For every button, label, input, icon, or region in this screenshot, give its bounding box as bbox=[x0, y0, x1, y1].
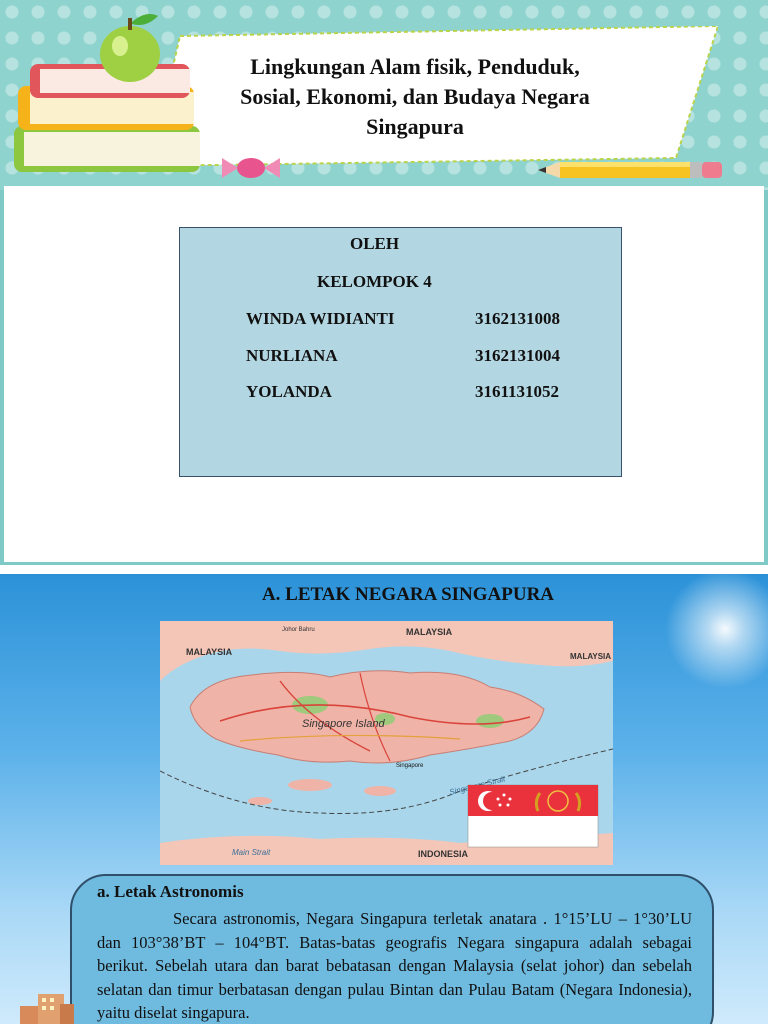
map-label-malaysia: MALAYSIA bbox=[570, 652, 612, 661]
map-label-city: Singapore bbox=[396, 763, 424, 769]
building-icon bbox=[16, 988, 76, 1024]
books-apple-icon bbox=[10, 6, 210, 184]
subheading: a. Letak Astronomis bbox=[97, 882, 244, 901]
astronomis-paragraph bbox=[97, 907, 692, 1024]
map-label-island: Singapore Island bbox=[302, 718, 385, 730]
map-label-malaysia: MALAYSIA bbox=[186, 647, 233, 657]
map-label-malaysia: MALAYSIA bbox=[406, 627, 453, 637]
title-line-2: Sosial, Ekonomi, dan Budaya Negara bbox=[240, 84, 590, 109]
singapore-map bbox=[160, 621, 613, 865]
map-label-indonesia: INDONESIA bbox=[418, 849, 469, 859]
member-name: WINDA WIDIANTI bbox=[246, 309, 395, 328]
astronomis-textbox bbox=[70, 874, 714, 1024]
member-name: YOLANDA bbox=[246, 382, 332, 401]
member-id: 3162131008 bbox=[475, 309, 560, 328]
paragraph-text: Secara astronomis, Negara Singapura terletak anatara . 1°15’LU – 1°30’LU dan 103°38’BT – 104°BT. Batas-batas geografis Negara singapura adalah sebagai berikut. Sebelah utara dan barat bebatasan dengan Malaysia (selat johor) dan sebelah selatan dan timur berbatasan dengan pulau Bintan dan Pulau Batam (Negara Indonesia), yaitu diselat singapura. bbox=[97, 909, 692, 1022]
title-line-1: Lingkungan Alam fisik, Penduduk, bbox=[250, 54, 580, 79]
slide-title bbox=[190, 52, 640, 142]
oleh-label: OLEH bbox=[350, 234, 400, 253]
section-heading: A. LETAK NEGARA SINGAPURA bbox=[261, 584, 555, 605]
member-id: 3161131052 bbox=[475, 382, 560, 401]
pencil-icon bbox=[538, 158, 724, 182]
group-info-box bbox=[179, 227, 622, 477]
candy-icon bbox=[222, 156, 280, 180]
map-label-strait: Singapore Strait bbox=[448, 774, 507, 797]
member-name: NURLIANA bbox=[246, 346, 338, 365]
location-slide bbox=[0, 574, 768, 1024]
member-id: 3162131004 bbox=[475, 346, 560, 365]
title-line-3: Singapura bbox=[366, 114, 464, 139]
map-label-johor: Johor Bahru bbox=[282, 627, 315, 633]
group-label: KELOMPOK 4 bbox=[317, 272, 432, 291]
map-label-main-strait: Main Strait bbox=[232, 848, 271, 857]
